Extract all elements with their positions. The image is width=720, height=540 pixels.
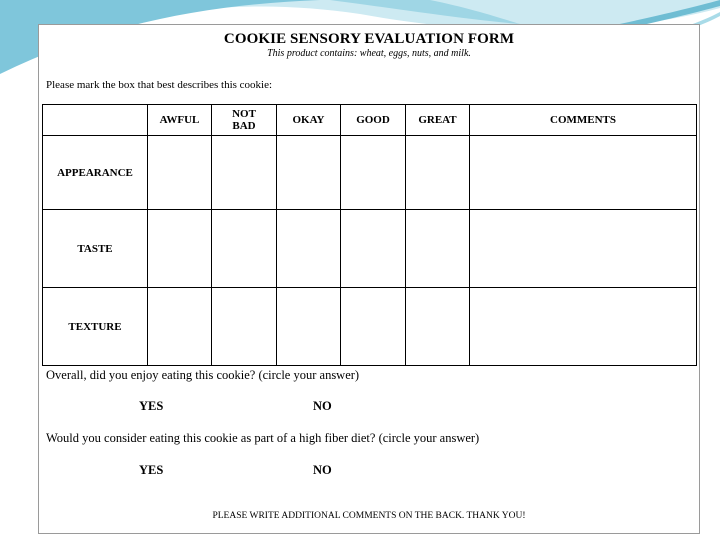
checkbox-taste-okay[interactable] bbox=[277, 210, 341, 288]
checkbox-taste-not-bad[interactable] bbox=[212, 210, 277, 288]
form-subtitle: This product contains: wheat, eggs, nuts, and milk. bbox=[267, 48, 471, 59]
checkbox-texture-good[interactable] bbox=[341, 288, 406, 366]
checkbox-appearance-good[interactable] bbox=[341, 136, 406, 210]
checkbox-taste-good[interactable] bbox=[341, 210, 406, 288]
question-high-fiber: Would you consider eating this cookie as part of a high fiber diet? (circle your answer) bbox=[46, 431, 480, 445]
checkbox-appearance-awful[interactable] bbox=[148, 136, 212, 210]
header-okay: OKAY bbox=[277, 105, 341, 136]
row-label-taste: TASTE bbox=[43, 210, 148, 288]
form-footer-note: PLEASE WRITE ADDITIONAL COMMENTS ON THE BACK. THANK YOU! bbox=[212, 511, 526, 521]
header-comments: COMMENTS bbox=[470, 105, 697, 136]
comments-taste[interactable] bbox=[470, 210, 697, 288]
header-not-bad: NOT BAD bbox=[212, 105, 277, 136]
header-great: GREAT bbox=[406, 105, 470, 136]
checkbox-appearance-not-bad[interactable] bbox=[212, 136, 277, 210]
rating-grid bbox=[42, 104, 697, 366]
comments-texture[interactable] bbox=[470, 288, 697, 366]
checkbox-texture-okay[interactable] bbox=[277, 288, 341, 366]
answer-fiber-no[interactable]: NO bbox=[313, 463, 332, 477]
row-label-appearance: APPEARANCE bbox=[43, 136, 148, 210]
checkbox-texture-not-bad[interactable] bbox=[212, 288, 277, 366]
checkbox-taste-great[interactable] bbox=[406, 210, 470, 288]
row-label-texture: TEXTURE bbox=[43, 288, 148, 366]
answer-enjoy-yes[interactable]: YES bbox=[139, 399, 164, 413]
grid-row-texture bbox=[43, 288, 697, 366]
form-title: COOKIE SENSORY EVALUATION FORM bbox=[223, 31, 515, 47]
header-corner bbox=[43, 105, 148, 136]
checkbox-texture-awful[interactable] bbox=[148, 288, 212, 366]
checkbox-appearance-great[interactable] bbox=[406, 136, 470, 210]
checkbox-taste-awful[interactable] bbox=[148, 210, 212, 288]
grid-row-taste bbox=[43, 210, 697, 288]
form-instruction: Please mark the box that best describes this cookie: bbox=[46, 79, 273, 91]
question-enjoy: Overall, did you enjoy eating this cookie? (circle your answer) bbox=[46, 368, 360, 382]
checkbox-texture-great[interactable] bbox=[406, 288, 470, 366]
grid-header-row bbox=[43, 105, 697, 136]
answer-fiber-yes[interactable]: YES bbox=[139, 463, 164, 477]
answer-enjoy-no[interactable]: NO bbox=[313, 399, 332, 413]
evaluation-form bbox=[38, 24, 700, 534]
checkbox-appearance-okay[interactable] bbox=[277, 136, 341, 210]
header-good: GOOD bbox=[341, 105, 406, 136]
header-awful: AWFUL bbox=[148, 105, 212, 136]
comments-appearance[interactable] bbox=[470, 136, 697, 210]
grid-row-appearance bbox=[43, 136, 697, 210]
